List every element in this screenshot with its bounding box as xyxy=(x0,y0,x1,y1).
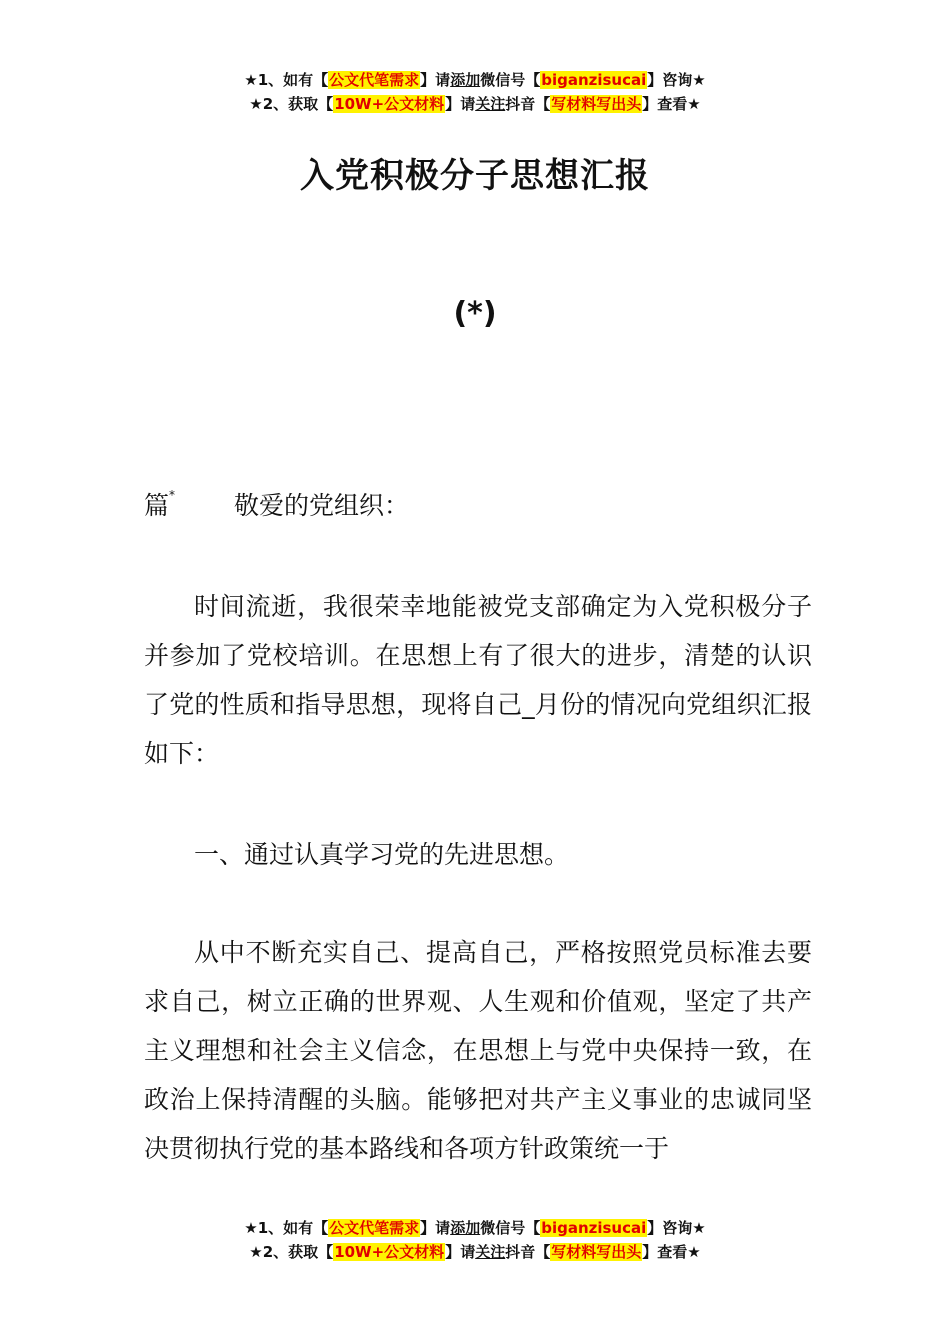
salutation-text: 敬爱的党组织： xyxy=(234,491,410,520)
banner-text: 微信号【 xyxy=(480,1219,541,1237)
banner-line-2 xyxy=(0,92,950,116)
banner-text: ★1、如有【 xyxy=(244,71,329,89)
salutation xyxy=(144,486,409,522)
salutation-label-text: 篇 xyxy=(144,491,170,520)
banner-text: 抖音【 xyxy=(505,95,551,113)
document-title: 入党积极分子思想汇报 xyxy=(300,156,650,196)
paragraph: 从中不断充实自己、提高自己，严格按照党员标准去要求自己，树立正确的世界观、人生观和价值观，坚定了共产主义理想和社会主义信念，在思想上与党中央保持一致，在政治上保持清醒的头脑。能够把对共产主义事业的忠诚同坚决贯彻执行党的基本路线和各项方针政策统一于 xyxy=(144,938,812,1163)
banner-text: ★2、获取【 xyxy=(249,1243,334,1261)
banner-text: ★1、如有【 xyxy=(244,1219,329,1237)
banner-line-2 xyxy=(0,1240,950,1264)
banner-highlight: 公文代笔需求 xyxy=(329,1219,420,1237)
banner-text: 】查看★ xyxy=(642,95,701,113)
banner-line-1 xyxy=(0,68,950,92)
banner-underlined: 关注 xyxy=(475,95,506,113)
banner-line-1 xyxy=(0,1216,950,1240)
banner-text: 】请 xyxy=(420,1219,451,1237)
salutation-mark: * xyxy=(169,488,176,502)
banner-text: 】咨询★ xyxy=(647,1219,706,1237)
section-heading: 一、通过认真学习党的先进思想。 xyxy=(194,840,570,869)
banner-text: 】咨询★ xyxy=(647,71,706,89)
banner-text: 抖音【 xyxy=(505,1243,551,1261)
banner-text: 】请 xyxy=(420,71,451,89)
document-subtitle: (*) xyxy=(453,296,497,331)
banner-text: 】查看★ xyxy=(642,1243,701,1261)
banner-text: 】请 xyxy=(445,95,476,113)
banner-underlined: 添加 xyxy=(450,1219,481,1237)
banner-underlined: 关注 xyxy=(475,1243,506,1261)
banner-highlight: 公文代笔需求 xyxy=(329,71,420,89)
footer-banner xyxy=(0,1216,950,1264)
header-banner xyxy=(0,68,950,116)
banner-highlight: 10W+公文材料 xyxy=(334,95,445,113)
banner-highlight: biganzisucai xyxy=(541,1219,647,1237)
banner-highlight: 写材料写出头 xyxy=(551,95,642,113)
banner-highlight: 写材料写出头 xyxy=(551,1243,642,1261)
banner-underlined: 添加 xyxy=(450,71,481,89)
banner-text: 】请 xyxy=(445,1243,476,1261)
banner-text: 微信号【 xyxy=(480,71,541,89)
banner-highlight: 10W+公文材料 xyxy=(334,1243,445,1261)
salutation-label xyxy=(144,486,234,522)
banner-highlight: biganzisucai xyxy=(541,71,647,89)
banner-text: ★2、获取【 xyxy=(249,95,334,113)
paragraph: 时间流逝，我很荣幸地能被党支部确定为入党积极分子并参加了党校培训。在思想上有了很大的进步，清楚的认识了党的性质和指导思想，现将自己_月份的情况向党组织汇报如下： xyxy=(144,592,812,768)
